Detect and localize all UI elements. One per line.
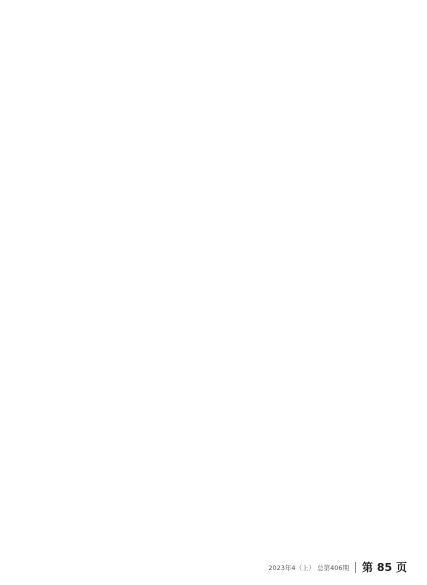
page-footer (268, 559, 407, 575)
right-column (215, 16, 411, 21)
left-column (19, 16, 215, 21)
issue-info: 2023年4（上） 总第406期 (268, 563, 350, 572)
page-number: 第 85 页 (362, 561, 407, 574)
footer-divider (355, 562, 356, 573)
